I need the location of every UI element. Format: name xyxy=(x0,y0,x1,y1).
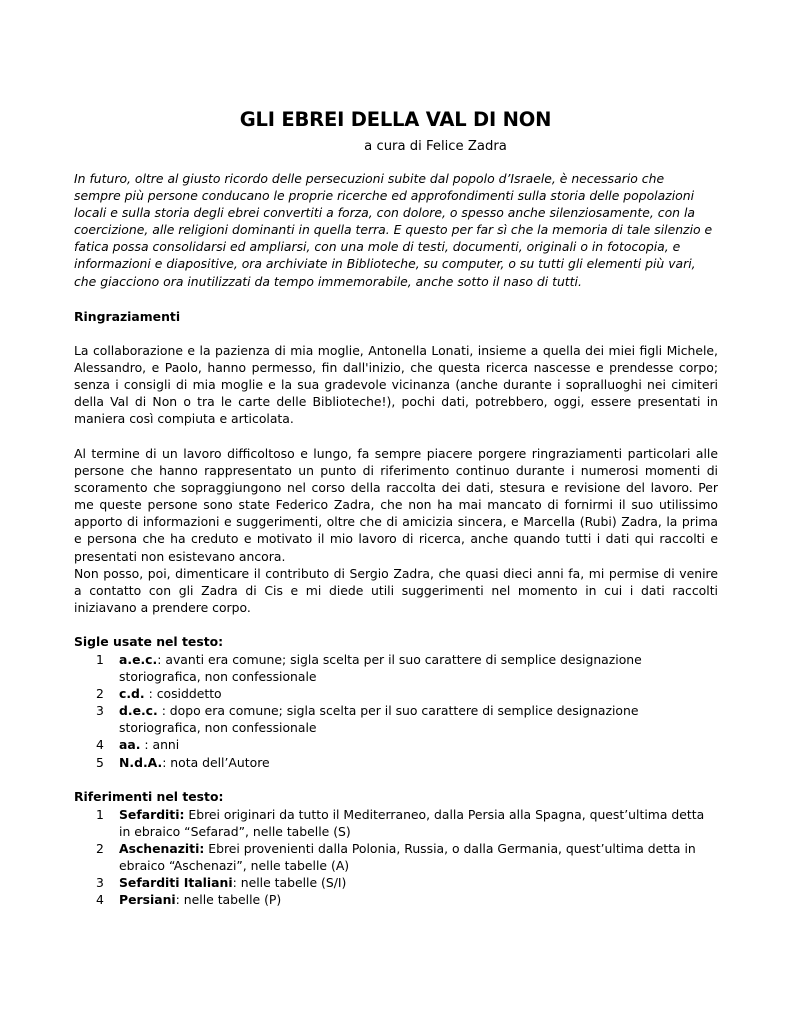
acknowledgements-heading: Ringraziamenti xyxy=(74,309,181,324)
document-subtitle: a cura di Felice Zadra xyxy=(364,139,507,154)
paragraph-line: della Val di Non o tra le carte delle Biblioteche!), pochi dati, potrebbero, oggi, essere presentati in xyxy=(74,394,718,410)
list-item xyxy=(74,754,718,771)
list-number: 2 xyxy=(96,686,104,702)
paragraph-line: senza i consigli di mia moglie e la sua gradevole vicinanza (anche durante i sopralluoghi nei cimiteri xyxy=(74,377,718,393)
list-term: Sefarditi Italiani xyxy=(119,875,233,891)
list-item xyxy=(74,891,718,908)
riferimenti-list xyxy=(74,806,718,909)
list-number: 4 xyxy=(96,737,104,753)
list-text: : cosiddetto xyxy=(144,686,222,702)
list-text: : nota dell’Autore xyxy=(162,754,270,770)
list-number: 5 xyxy=(96,754,104,770)
list-text: Ebrei provenienti dalla Polonia, Russia, o dalla Germania, quest’ultima detta in xyxy=(204,841,696,857)
list-text: Ebrei originari da tutto il Mediterraneo, dalla Persia alla Spagna, quest’ultima detta xyxy=(184,807,705,822)
paragraph-line: maniera così compiuta e articolata. xyxy=(74,411,294,427)
intro-paragraph xyxy=(74,170,718,290)
list-number: 3 xyxy=(96,875,104,891)
list-text: : nelle tabelle (S/I) xyxy=(232,875,347,891)
sigle-list xyxy=(74,651,718,771)
list-term: Sefarditi: xyxy=(119,807,185,822)
list-term: N.d.A. xyxy=(119,754,163,770)
paragraph-line: Alessandro, e Paolo, hanno permesso, fin dall'inizio, che questa ricerca nascesse e prendesse corpo; xyxy=(74,360,718,376)
list-text: : dopo era comune; sigla scelta per il suo carattere di semplice designazione xyxy=(157,703,639,719)
list-item xyxy=(74,840,718,874)
intro-line: sempre più persone conducano le proprie ricerche ed approfondimenti sulla storia delle popolazioni xyxy=(74,188,695,204)
paragraph-line: e persona che ha creduto e motivato il mio lavoro di ricerca, anche quando tutti i dati qui raccolti e xyxy=(74,531,718,547)
acknowledgements-paragraph-2 xyxy=(74,445,718,616)
list-item xyxy=(74,806,718,840)
paragraph-line: scoramento che sopraggiungono nel corso della raccolta dei dati, stesura e revisione del lavoro. Per xyxy=(74,480,718,496)
list-text-cont: storiografica, non confessionale xyxy=(119,669,317,685)
intro-line: In futuro, oltre al giusto ricordo delle persecuzioni subite dal popolo d’Israele, è necessario che xyxy=(74,171,665,186)
list-text: : nelle tabelle (P) xyxy=(175,892,282,908)
paragraph-line: Non posso, poi, dimenticare il contributo di Sergio Zadra, che quasi dieci anni fa, mi permise di venire xyxy=(74,565,718,581)
paragraph-line: persone che hanno rappresentato un punto di riferimento continuo durante i numerosi momenti di xyxy=(74,463,718,479)
intro-line: che giacciono ora inutilizzati da tempo immemorabile, anche sotto il naso di tutti. xyxy=(74,273,582,289)
paragraph-line: a contatto con gli Zadra di Cis e mi diede utili suggerimenti nel momento in cui i dati raccolti xyxy=(74,582,718,598)
document-title: GLI EBREI DELLA VAL DI NON xyxy=(239,108,552,131)
list-item xyxy=(74,874,718,891)
riferimenti-heading: Riferimenti nel testo: xyxy=(74,789,224,804)
list-term: Aschenaziti: xyxy=(119,841,205,857)
list-term: Persiani xyxy=(119,892,176,908)
list-term: d.e.c. xyxy=(119,703,158,719)
list-term: aa. xyxy=(119,737,141,753)
paragraph-line: presentati non esistevano ancora. xyxy=(74,548,286,564)
intro-line: fatica possa consolidarsi ed ampliarsi, con una mole di testi, documenti, originali o in fotocopia, e xyxy=(74,239,681,255)
paragraph-line: me queste persone sono state Federico Zadra, che non ha mai mancato di fornirmi il suo utilissimo xyxy=(74,497,718,513)
paragraph-line: La collaborazione e la pazienza di mia moglie, Antonella Lonati, insieme a quella dei miei figli Michele, xyxy=(74,343,718,358)
intro-line: locali e sulla storia degli ebrei convertiti a forza, con dolore, o spesso anche silenziosamente, con la xyxy=(74,205,695,221)
list-text-cont: storiografica, non confessionale xyxy=(119,720,317,736)
sigle-heading: Sigle usate nel testo: xyxy=(74,634,224,649)
list-number: 4 xyxy=(96,892,104,908)
intro-line: coercizione, alle religioni dominanti in quella terra. E questo per far sì che la memoria di tale silenzio e xyxy=(74,222,713,238)
list-term: c.d. xyxy=(119,686,145,702)
list-number: 3 xyxy=(96,703,104,719)
list-term: a.e.c. xyxy=(119,652,158,667)
list-text: : avanti era comune; sigla scelta per il suo carattere di semplice designazione xyxy=(157,652,642,667)
list-number: 1 xyxy=(96,807,104,822)
paragraph-line: apporto di informazioni e suggerimenti, oltre che di amicizia sincera, e Marcella (Rubi) Zadra, la prima xyxy=(74,514,718,530)
paragraph-line: iniziavano a prendere corpo. xyxy=(74,599,251,615)
list-text-cont: ebraico “Aschenazi”, nelle tabelle (A) xyxy=(119,858,350,874)
list-text: : anni xyxy=(140,737,180,753)
paragraph-line: Al termine di un lavoro difficoltoso e lungo, fa sempre piacere porgere ringraziamenti particolari alle xyxy=(74,446,718,461)
list-item xyxy=(74,651,718,685)
list-item xyxy=(74,685,718,702)
list-text-cont: in ebraico “Sefarad”, nelle tabelle (S) xyxy=(119,824,351,840)
list-item xyxy=(74,736,718,753)
list-number: 1 xyxy=(96,652,104,667)
list-item xyxy=(74,702,718,736)
intro-line: informazioni e diapositive, ora archiviate in Biblioteche, su computer, o su tutti gli elementi più vari, xyxy=(74,256,696,272)
acknowledgements-paragraph-1 xyxy=(74,342,718,427)
list-number: 2 xyxy=(96,841,104,857)
